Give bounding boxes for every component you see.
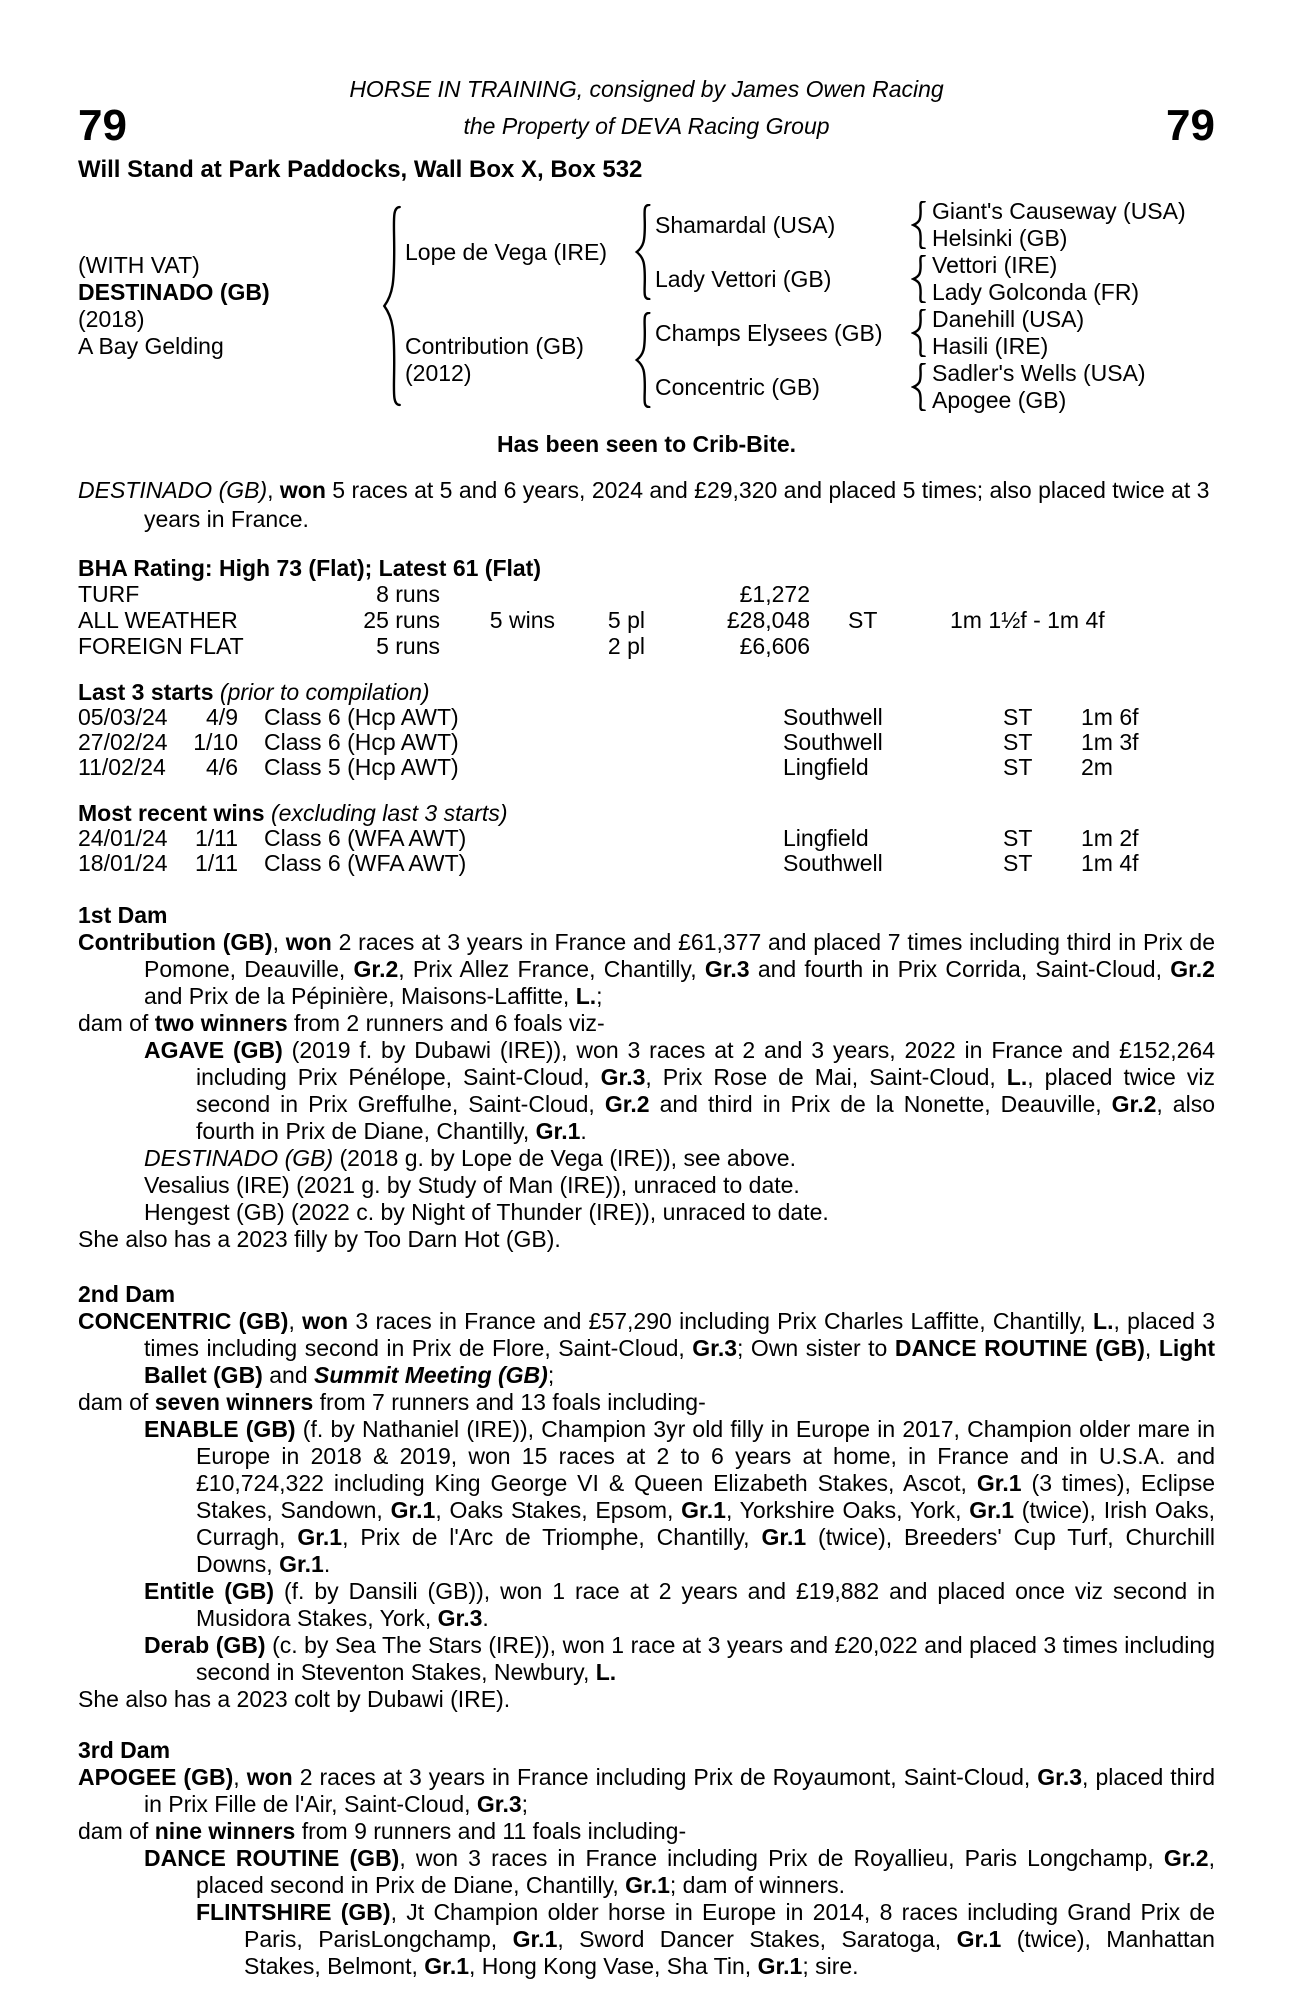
table-row: [78, 607, 1215, 633]
earnings-cell: £6,606: [739, 633, 810, 659]
class-cell: Class 6 (Hcp AWT): [264, 704, 459, 730]
first-dam-section: [78, 902, 1215, 1253]
date-cell: 24/01/24: [78, 825, 168, 851]
dam-record: APOGEE (GB), won 2 races at 3 years in France including Prix de Royaumont, Saint-Cloud, Gr.3, placed third in Prix Fille de l'Air, Saint-Cloud, Gr.3;: [78, 1764, 1216, 1817]
position-cell: 1/11: [194, 850, 238, 876]
class-cell: Class 6 (WFA AWT): [264, 825, 467, 851]
table-row: [78, 581, 1215, 607]
going-cell: ST: [1003, 729, 1033, 755]
table-row: [78, 730, 1215, 755]
runs-cell: 5 runs: [376, 633, 440, 659]
runs-cell: 8 runs: [376, 581, 440, 607]
brace-generation1-icon: [378, 198, 405, 414]
course-cell: Southwell: [783, 850, 883, 876]
places-cell: 5 pl: [607, 607, 645, 633]
pedigree-subject: [78, 198, 378, 414]
wins-cell: [440, 633, 555, 659]
dam-record: Contribution (GB), won 2 races at 3 years in France and £61,377 and placed 7 times including third in Prix de Pomone, Deauville, Gr.2, Prix Allez France, Chantilly, Gr.3 and fourth in Prix Corrida, Saint-Cloud, Gr.2 and Prix de la Pépinière, Maisons-Laffitte, L.;: [78, 929, 1215, 1009]
foal-entry: AGAVE (GB) (2019 f. by Dubawi (IRE)), won 3 races at 2 and 3 years, 2022 in France and £152,264 including Prix Pénélope, Saint-Cloud, Gr.3, Prix Rose de Mai, Saint-Cloud, L., placed twice viz second in Prix Greffulhe, Saint-Cloud, Gr.2 and third in Prix de la Nonette, Deauville, Gr.2, also fourth in Prix de Diane, Chantilly, Gr.1.: [144, 1037, 1215, 1144]
going-cell: ST: [1003, 825, 1033, 851]
position-cell: 4/9: [206, 704, 238, 730]
course-cell: Southwell: [783, 729, 883, 755]
sire-branch: [405, 198, 1215, 306]
earnings-cell: £28,048: [726, 607, 810, 633]
lot-number-right: 79: [1166, 101, 1215, 150]
lot-row: [78, 101, 1215, 150]
date-cell: 05/03/24: [78, 704, 168, 730]
distance-cell: 1m 2f: [1081, 825, 1139, 851]
surface-cell: ALL WEATHER: [78, 607, 238, 633]
dam-sire-branch: [655, 306, 1215, 360]
wins-cell: [440, 581, 555, 607]
table-row: [78, 851, 1215, 876]
last-starts-section: [78, 679, 1215, 780]
distance-cell: 2m: [1081, 754, 1113, 780]
distance-cell: [950, 581, 1215, 607]
distance-cell: 1m 6f: [1081, 704, 1139, 730]
page-header: [78, 76, 1215, 183]
position-cell: 4/6: [206, 754, 238, 780]
produce-summary: dam of two winners from 2 runners and 6 foals viz-: [78, 1010, 605, 1036]
class-cell: Class 5 (Hcp AWT): [264, 754, 459, 780]
dam-branch: [405, 306, 1215, 414]
going-cell: ST: [1003, 704, 1033, 730]
distance-cell: 1m 3f: [1081, 729, 1139, 755]
sire-name: Lope de Vega (IRE): [405, 238, 608, 265]
dam-dam-name: Concentric (GB): [655, 373, 820, 400]
stand-location-line: Will Stand at Park Paddocks, Wall Box X, Box 532: [78, 156, 643, 183]
consignor-line: HORSE IN TRAINING, consigned by James Owen Racing: [349, 76, 944, 102]
ancestor-name: Lady Golconda (FR): [932, 279, 1140, 305]
dam-sire-name: Champs Elysees (GB): [655, 319, 883, 346]
sire-dam-name: Lady Vettori (GB): [655, 265, 832, 292]
foal-entry: DESTINADO (GB) (2018 g. by Lope de Vega (IRE)), see above.: [144, 1145, 796, 1171]
distance-cell: 1m 4f: [1081, 850, 1139, 876]
last-starts-heading: Last 3 starts (prior to compilation): [78, 679, 430, 705]
going-cell: [810, 581, 950, 607]
ancestor-name: Apogee (GB): [932, 387, 1067, 413]
race-stats-table: [78, 581, 1215, 659]
foal-entry: Entitle (GB) (f. by Dansili (GB)), won 1 race at 2 years and £19,882 and placed once viz second in Musidora Stakes, York, Gr.3.: [144, 1578, 1215, 1631]
sire-dam-branch: [655, 252, 1215, 306]
foal-entry: Hengest (GB) (2022 c. by Night of Thunder (IRE)), unraced to date.: [144, 1199, 829, 1225]
pedigree-table: [78, 198, 1215, 414]
table-row: [78, 755, 1215, 780]
bha-rating-line: BHA Rating: High 73 (Flat); Latest 61 (Flat): [78, 555, 541, 581]
ancestor-name: Vettori (IRE): [932, 252, 1058, 278]
going-cell: ST: [848, 607, 878, 633]
table-row: [78, 826, 1215, 851]
course-cell: Southwell: [783, 704, 883, 730]
going-cell: [810, 633, 950, 659]
class-cell: Class 6 (WFA AWT): [264, 850, 467, 876]
horse-name: DESTINADO (GB): [78, 279, 270, 305]
places-cell: 2 pl: [607, 633, 645, 659]
sire-sire-name: Shamardal (USA): [655, 211, 836, 238]
ancestor-name: Danehill (USA): [932, 306, 1085, 332]
surface-cell: TURF: [78, 581, 140, 607]
ancestor-name: Helsinki (GB): [932, 225, 1068, 251]
horse-description: A Bay Gelding: [78, 333, 224, 359]
property-line: the Property of DEVA Racing Group: [463, 113, 830, 139]
position-cell: 1/11: [194, 825, 238, 851]
foal-entry: Vesalius (IRE) (2021 g. by Study of Man (IRE)), unraced to date.: [144, 1172, 800, 1198]
date-cell: 27/02/24: [78, 729, 168, 755]
runs-cell: 25 runs: [363, 607, 440, 633]
ancestor-name: Sadler's Wells (USA): [932, 360, 1146, 386]
dam-name: Contribution (GB) (2012): [405, 306, 630, 414]
section-heading: 1st Dam: [78, 902, 168, 928]
date-cell: 18/01/24: [78, 850, 168, 876]
brace-icon: [905, 198, 932, 252]
course-cell: Lingfield: [783, 754, 869, 780]
distance-cell: [950, 633, 1215, 659]
dam-dam-branch: [655, 360, 1215, 414]
produce-summary: dam of seven winners from 7 runners and 13 foals including-: [78, 1389, 706, 1415]
going-cell: ST: [1003, 850, 1033, 876]
dam-year: (2012): [405, 360, 472, 386]
sire-sire-branch: [655, 198, 1215, 252]
places-cell: [555, 581, 645, 607]
foal-entry: DANCE ROUTINE (GB), won 3 races in France including Prix de Royallieu, Paris Longchamp, Gr.2, placed second in Prix de Diane, Chantilly, Gr.1; dam of winners.: [144, 1845, 1215, 1898]
position-cell: 1/10: [193, 729, 238, 755]
foal-entry: Derab (GB) (c. by Sea The Stars (IRE)), won 1 race at 3 years and £20,022 and placed 3 times including second in Steventon Stakes, Newbury, L.: [144, 1632, 1216, 1685]
table-row: [78, 705, 1215, 730]
ancestor-name: Hasili (IRE): [932, 333, 1049, 359]
brace-sire-icon: [630, 198, 655, 306]
produce-summary: dam of nine winners from 9 runners and 11 foals including-: [78, 1818, 687, 1844]
second-dam-section: [78, 1281, 1215, 1713]
surface-cell: FOREIGN FLAT: [78, 633, 244, 659]
vice-note: Has been seen to Crib-Bite.: [496, 431, 797, 457]
foaling-year: (2018): [78, 306, 145, 332]
brace-icon: [905, 252, 932, 306]
distance-cell: 1m 1½f - 1m 4f: [950, 607, 1105, 633]
brace-icon: [905, 360, 932, 414]
additional-produce-note: She also has a 2023 colt by Dubawi (IRE).: [78, 1686, 511, 1712]
date-cell: 11/02/24: [78, 754, 166, 780]
earnings-cell: £1,272: [739, 581, 810, 607]
ancestor-name: Giant's Causeway (USA): [932, 198, 1186, 224]
pedigree-generation2: [405, 198, 1215, 414]
brace-dam-icon: [630, 306, 655, 414]
third-dam-section: [78, 1737, 1215, 1980]
lot-number-left: 79: [78, 101, 127, 150]
going-cell: ST: [1003, 754, 1033, 780]
section-heading: 2nd Dam: [78, 1281, 176, 1307]
course-cell: Lingfield: [783, 825, 869, 851]
wins-cell: 5 wins: [489, 607, 555, 633]
additional-produce-note: She also has a 2023 filly by Too Darn Hot (GB).: [78, 1226, 561, 1252]
foal-entry: ENABLE (GB) (f. by Nathaniel (IRE)), Champion 3yr old filly in Europe in 2017, Champion older mare in Europe in 2018 & 2019, won 15 races at 2 to 6 years at home, in France and in U.S.A. and £10,724,322 including King George VI & Queen Elizabeth Stakes, Ascot, Gr.1 (3 times), Eclipse Stakes, Sandown, Gr.1, Oaks Stakes, Epsom, Gr.1, Yorkshire Oaks, York, Gr.1 (twice), Irish Oaks, Curragh, Gr.1, Prix de l'Arc de Triomphe, Chantilly, Gr.1 (twice), Breeders' Cup Turf, Churchill Downs, Gr.1.: [144, 1416, 1215, 1577]
recent-wins-section: [78, 800, 1215, 876]
table-row: [78, 633, 1215, 659]
vat-note: (WITH VAT): [78, 252, 200, 278]
class-cell: Class 6 (Hcp AWT): [264, 729, 459, 755]
dam-record: CONCENTRIC (GB), won 3 races in France and £57,290 including Prix Charles Laffitte, Chantilly, L., placed 3 times including second in Prix de Flore, Saint-Cloud, Gr.3; Own sister to DANCE ROUTINE (GB), Light Ballet (GB) and Summit Meeting (GB);: [78, 1308, 1216, 1388]
section-heading: 3rd Dam: [78, 1737, 171, 1763]
grandfoal-entry: FLINTSHIRE (GB), Jt Champion older horse in Europe in 2014, 8 races including Grand Prix de Paris, ParisLongchamp, Gr.1, Sword Dancer Stakes, Saratoga, Gr.1 (twice), Manhattan Stakes, Belmont, Gr.1, Hong Kong Vase, Sha Tin, Gr.1; sire.: [196, 1899, 1215, 1979]
recent-wins-heading: Most recent wins (excluding last 3 starts): [78, 800, 508, 826]
brace-icon: [905, 306, 932, 360]
race-summary: DESTINADO (GB), won 5 races at 5 and 6 years, 2024 and £29,320 and placed 5 times; also placed twice at 3 years in France.: [78, 477, 1210, 532]
